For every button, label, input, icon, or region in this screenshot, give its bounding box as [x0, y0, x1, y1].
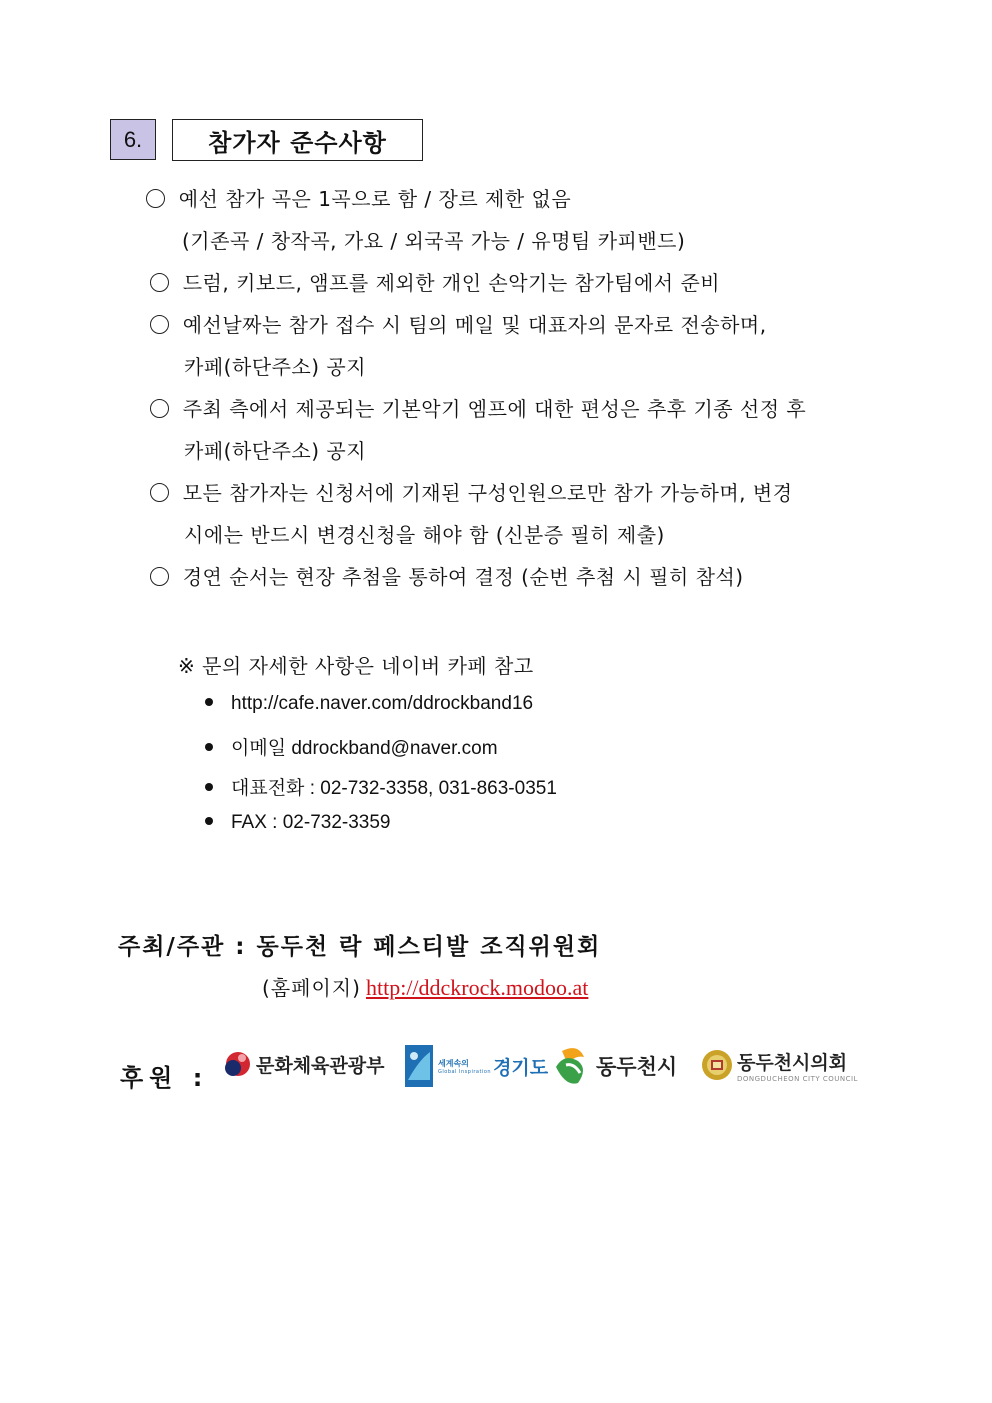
rule-3 [150, 313, 767, 337]
circle-bullet-icon [150, 567, 169, 586]
rule-4 [150, 397, 806, 421]
phone-text: 대표전화 : 02-732-3358, 031-863-0351 [231, 778, 557, 799]
rule-1-line-2: (기존곡 / 창작곡, 가요 / 외국곡 가능 / 유명팀 카피밴드) [182, 229, 686, 253]
rule-2-line-1: 드럼, 키보드, 앰프를 제외한 개인 손악기는 참가팀에서 준비 [182, 271, 721, 295]
circle-bullet-icon [150, 315, 169, 334]
organizer-text: 주최/주관 : 동두천 락 페스티발 조직위원회 [118, 934, 602, 960]
circle-bullet-icon [150, 483, 169, 502]
bullet-icon [205, 698, 213, 706]
inquiry-item-fax [205, 812, 391, 834]
rule-5-line-2: 시에는 반드시 변경신청을 해야 함 (신분증 필히 제출) [184, 523, 665, 547]
rule-3-line-1: 예선날짜는 참가 접수 시 팀의 메일 및 대표자의 문자로 전송하며, [182, 313, 767, 337]
council-subtitle: DONGDUCHEON CITY COUNCIL [737, 1074, 858, 1083]
sponsor-label: 후원 : [120, 1064, 209, 1092]
bullet-icon [205, 783, 213, 791]
rule-1-line-1: 예선 참가 곡은 1곡으로 함 / 장르 제한 없음 [178, 187, 572, 211]
dongducheon-name: 동두천시 [596, 1055, 678, 1079]
sponsor-logo-gyeonggi [404, 1044, 548, 1088]
mcst-name: 문화체육관광부 [256, 1054, 385, 1077]
circle-bullet-icon [146, 189, 165, 208]
homepage-label: (홈페이지) [262, 976, 361, 1000]
circle-bullet-icon [150, 273, 169, 292]
section-title: 참가자 준수사항 [172, 119, 423, 161]
inquiry-item-cafe [205, 693, 533, 715]
rule-6 [150, 565, 744, 589]
sponsor-logo-council [700, 1046, 858, 1084]
rule-4-line-1: 주최 측에서 제공되는 기본악기 엠프에 대한 편성은 추후 기종 선정 후 [182, 397, 807, 421]
council-name: 동두천시의회 [737, 1051, 848, 1074]
rule-5 [150, 481, 793, 505]
sponsor-logo-dongducheon [554, 1043, 677, 1089]
inquiry-item-email [205, 733, 498, 760]
rule-6-line-1: 경연 순서는 현장 추첨을 통하여 결정 (순번 추첨 시 필히 참석) [182, 565, 744, 589]
homepage-row [262, 972, 588, 1001]
rule-3-line-2: 카페(하단주소) 공지 [184, 355, 367, 379]
gyeonggi-logo-icon [404, 1044, 434, 1088]
dongducheon-city-logo-icon [554, 1043, 594, 1089]
gyeonggi-subtitle: Global Inspiration [438, 1068, 492, 1075]
fax-text: FAX : 02-732-3359 [231, 812, 391, 833]
bullet-icon [205, 817, 213, 825]
sponsor-logo-mcst [222, 1048, 384, 1080]
inquiry-item-phone [205, 773, 557, 800]
mcst-logo-icon [222, 1048, 254, 1080]
gyeonggi-name: 경기도 [493, 1056, 549, 1079]
section-number: 6. [110, 119, 156, 160]
email-text: 이메일 ddrockband@naver.com [231, 738, 498, 759]
rule-4-line-2: 카페(하단주소) 공지 [184, 439, 367, 463]
inquiry-note: ※ 문의 자세한 사항은 네이버 카페 참고 [178, 654, 534, 678]
bullet-icon [205, 743, 213, 751]
rule-1 [146, 187, 571, 211]
city-council-emblem-icon [700, 1046, 734, 1084]
cafe-url[interactable]: http://cafe.naver.com/ddrockband16 [231, 693, 534, 714]
homepage-link[interactable]: http://ddckrock.modoo.at [365, 975, 589, 1000]
circle-bullet-icon [150, 399, 169, 418]
rule-2 [150, 271, 720, 295]
gyeonggi-prefix: 세계속의 [438, 1058, 469, 1068]
rule-5-line-1: 모든 참가자는 신청서에 기재된 구성인원으로만 참가 가능하며, 변경 [182, 481, 793, 505]
